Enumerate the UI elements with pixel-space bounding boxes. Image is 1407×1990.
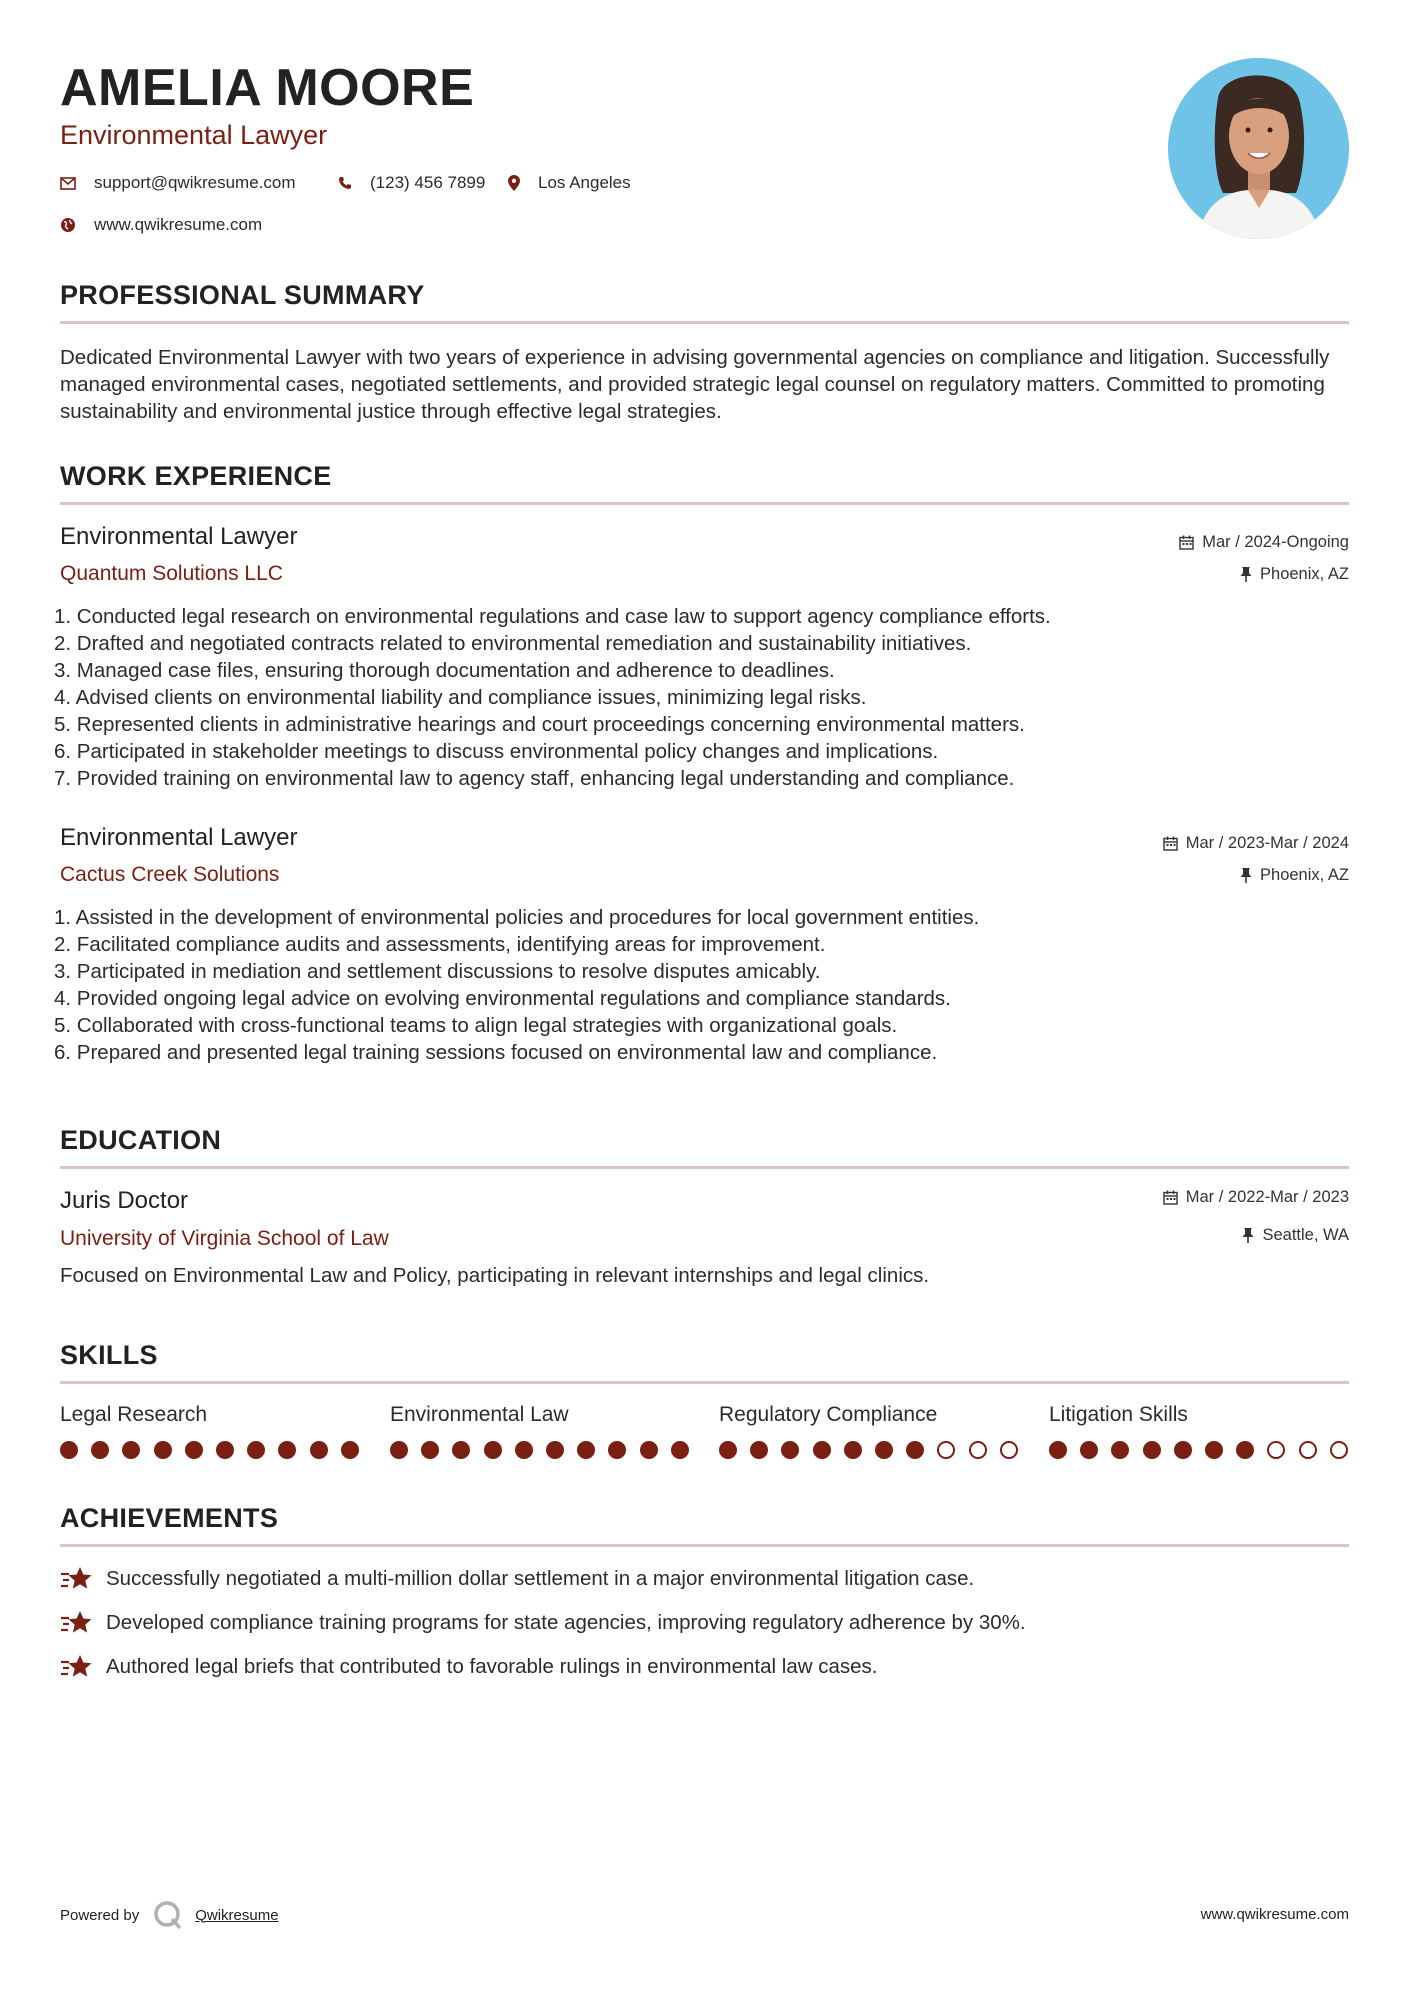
list-item: 2. Drafted and negotiated contracts related to environmental remediation and sustainability initiatives. — [54, 632, 972, 655]
achievements-divider — [60, 1544, 1349, 1547]
experience-heading: WORK EXPERIENCE — [60, 461, 332, 491]
pushpin-icon — [1240, 567, 1252, 582]
profile-photo — [1168, 58, 1349, 239]
skill-name: Regulatory Compliance — [719, 1403, 938, 1426]
skill-name: Litigation Skills — [1049, 1403, 1188, 1426]
skill-dot-filled — [875, 1441, 893, 1459]
job-company: Quantum Solutions LLC — [60, 562, 283, 585]
skill-dot-filled — [515, 1441, 533, 1459]
achievement-item — [60, 1654, 877, 1680]
education-dates — [1163, 1188, 1349, 1207]
skill-dot-filled — [1143, 1441, 1161, 1459]
skill-dot-filled — [60, 1441, 78, 1459]
skill-name: Environmental Law — [390, 1403, 569, 1426]
star-award-icon — [60, 1654, 94, 1680]
skill-dot-filled — [310, 1441, 328, 1459]
skill-dot-filled — [1174, 1441, 1192, 1459]
skill-dot-filled — [1111, 1441, 1129, 1459]
job-company: Cactus Creek Solutions — [60, 863, 280, 886]
skill-dot-filled — [750, 1441, 768, 1459]
envelope-icon — [60, 177, 76, 190]
degree-title: Juris Doctor — [60, 1187, 189, 1214]
list-item: 7. Provided training on environmental law to agency staff, enhancing legal understanding and compliance. — [54, 767, 1015, 790]
email-text: support@qwikresume.com — [94, 173, 296, 192]
list-item: 6. Prepared and presented legal training sessions focused on environmental law and compliance. — [54, 1041, 938, 1064]
footer-website[interactable]: www.qwikresume.com — [1200, 1906, 1349, 1923]
skill-dot-filled — [1236, 1441, 1254, 1459]
contact-location — [508, 173, 631, 193]
skill-dot-filled — [781, 1441, 799, 1459]
education-location — [1242, 1226, 1349, 1245]
job-location — [1240, 565, 1349, 584]
skill-dot-filled — [813, 1441, 831, 1459]
skill-dot-filled — [278, 1441, 296, 1459]
job-dates-text: Mar / 2024-Ongoing — [1202, 533, 1349, 551]
education-description: Focused on Environmental Law and Policy, participating in relevant internships and legal clinics. — [60, 1264, 930, 1287]
map-pin-icon — [508, 175, 520, 191]
skill-dot-filled — [577, 1441, 595, 1459]
skill-name: Legal Research — [60, 1403, 208, 1426]
skill-dot-filled — [484, 1441, 502, 1459]
summary-heading: PROFESSIONAL SUMMARY — [60, 280, 425, 310]
calendar-icon — [1179, 535, 1194, 550]
skill-dot-filled — [608, 1441, 626, 1459]
list-item: 5. Collaborated with cross-functional teams to align legal strategies with organizational goals. — [54, 1014, 898, 1037]
achievement-text: Developed compliance training programs for state agencies, improving regulatory adherence by 30%. — [106, 1611, 1026, 1634]
job-location-text: Phoenix, AZ — [1260, 565, 1349, 583]
job-bullets — [54, 904, 1354, 1066]
list-item: 6. Participated in stakeholder meetings to discuss environmental policy changes and implications. — [54, 740, 939, 763]
skill-dot-filled — [421, 1441, 439, 1459]
contact-website[interactable] — [60, 215, 262, 235]
skill-dot-empty — [1299, 1441, 1317, 1459]
list-item: 3. Managed case files, ensuring thorough documentation and adherence to deadlines. — [54, 659, 835, 682]
skill-dot-filled — [216, 1441, 234, 1459]
calendar-icon — [1163, 1190, 1178, 1205]
job-location — [1240, 866, 1349, 885]
skill-dot-filled — [546, 1441, 564, 1459]
education-location-text: Seattle, WA — [1262, 1226, 1349, 1244]
skill-dot-filled — [154, 1441, 172, 1459]
skills-heading: SKILLS — [60, 1340, 158, 1370]
education-dates-text: Mar / 2022-Mar / 2023 — [1185, 1188, 1349, 1206]
star-award-icon — [60, 1610, 94, 1636]
skill-dot-empty — [1000, 1441, 1018, 1459]
contact-phone[interactable] — [338, 173, 485, 193]
powered-by-label: Powered by — [60, 1906, 140, 1924]
achievement-text: Authored legal briefs that contributed to favorable rulings in environmental law cases. — [106, 1655, 878, 1678]
skill-dot-filled — [341, 1441, 359, 1459]
location-text: Los Angeles — [538, 173, 631, 192]
skill-dot-filled — [671, 1441, 689, 1459]
skill-dot-filled — [719, 1441, 737, 1459]
skill-dot-filled — [640, 1441, 658, 1459]
list-item: 1. Assisted in the development of environmental policies and procedures for local government entities. — [54, 906, 980, 929]
skill-dot-filled — [1049, 1441, 1067, 1459]
phone-text: (123) 456 7899 — [370, 173, 486, 192]
list-item: 1. Conducted legal research on environmental regulations and case law to support agency compliance efforts. — [54, 605, 1051, 628]
skill-dot-filled — [185, 1441, 203, 1459]
experience-divider — [60, 502, 1349, 505]
footer-powered-by — [60, 1900, 279, 1930]
achievements-heading: ACHIEVEMENTS — [60, 1503, 279, 1533]
job-dates-text: Mar / 2023-Mar / 2024 — [1185, 834, 1349, 852]
skills-divider — [60, 1381, 1349, 1384]
star-award-icon — [60, 1566, 94, 1592]
candidate-name: AMELIA MOORE — [60, 59, 475, 117]
skill-dot-empty — [1330, 1441, 1348, 1459]
summary-text: Dedicated Environmental Lawyer with two years of experience in advising governmental agencies on compliance and litigation. Successfully managed environmental cases, negotiated settlements, and provided strategic legal counsel on regulatory matters. Committed to promoting sustainability and environmental justice through effective legal strategies. — [60, 346, 1330, 423]
list-item: 4. Provided ongoing legal advice on evolving environmental regulations and compliance standards. — [54, 987, 951, 1010]
job-bullets — [54, 603, 1354, 792]
job-dates — [1163, 834, 1349, 853]
candidate-title: Environmental Lawyer — [60, 120, 328, 150]
summary-divider — [60, 321, 1349, 324]
qwikresume-logo-icon — [153, 1900, 183, 1930]
achievement-text: Successfully negotiated a multi-million dollar settlement in a major environmental litigation case. — [106, 1567, 975, 1590]
education-heading: EDUCATION — [60, 1125, 222, 1155]
skill-dot-filled — [122, 1441, 140, 1459]
job-dates — [1179, 533, 1349, 552]
globe-icon — [60, 217, 76, 233]
achievement-item — [60, 1566, 974, 1592]
skill-dot-filled — [1205, 1441, 1223, 1459]
achievement-item — [60, 1610, 1026, 1636]
phone-icon — [338, 176, 352, 190]
school-name: University of Virginia School of Law — [60, 1227, 389, 1250]
contact-email[interactable] — [60, 173, 296, 193]
pushpin-icon — [1242, 1228, 1254, 1243]
skill-dot-empty — [1267, 1441, 1285, 1459]
calendar-icon — [1163, 836, 1178, 851]
qwikresume-link[interactable]: Qwikresume — [195, 1906, 279, 1924]
education-divider — [60, 1166, 1349, 1169]
job-title: Environmental Lawyer — [60, 523, 298, 550]
skill-dot-filled — [452, 1441, 470, 1459]
skill-dot-filled — [390, 1441, 408, 1459]
skill-dot-filled — [906, 1441, 924, 1459]
job-title: Environmental Lawyer — [60, 824, 298, 851]
skill-dot-empty — [969, 1441, 987, 1459]
list-item: 2. Facilitated compliance audits and assessments, identifying areas for improvement. — [54, 933, 826, 956]
skill-dot-filled — [247, 1441, 265, 1459]
skill-dot-filled — [844, 1441, 862, 1459]
website-text: www.qwikresume.com — [94, 215, 263, 234]
list-item: 3. Participated in mediation and settlement discussions to resolve disputes amicably. — [54, 960, 821, 983]
pushpin-icon — [1240, 868, 1252, 883]
list-item: 4. Advised clients on environmental liability and compliance issues, minimizing legal risks. — [54, 686, 867, 709]
skill-dot-empty — [937, 1441, 955, 1459]
list-item: 5. Represented clients in administrative hearings and court proceedings concerning environmental matters. — [54, 713, 1025, 736]
job-location-text: Phoenix, AZ — [1260, 866, 1349, 884]
skill-dot-filled — [91, 1441, 109, 1459]
skill-dot-filled — [1080, 1441, 1098, 1459]
